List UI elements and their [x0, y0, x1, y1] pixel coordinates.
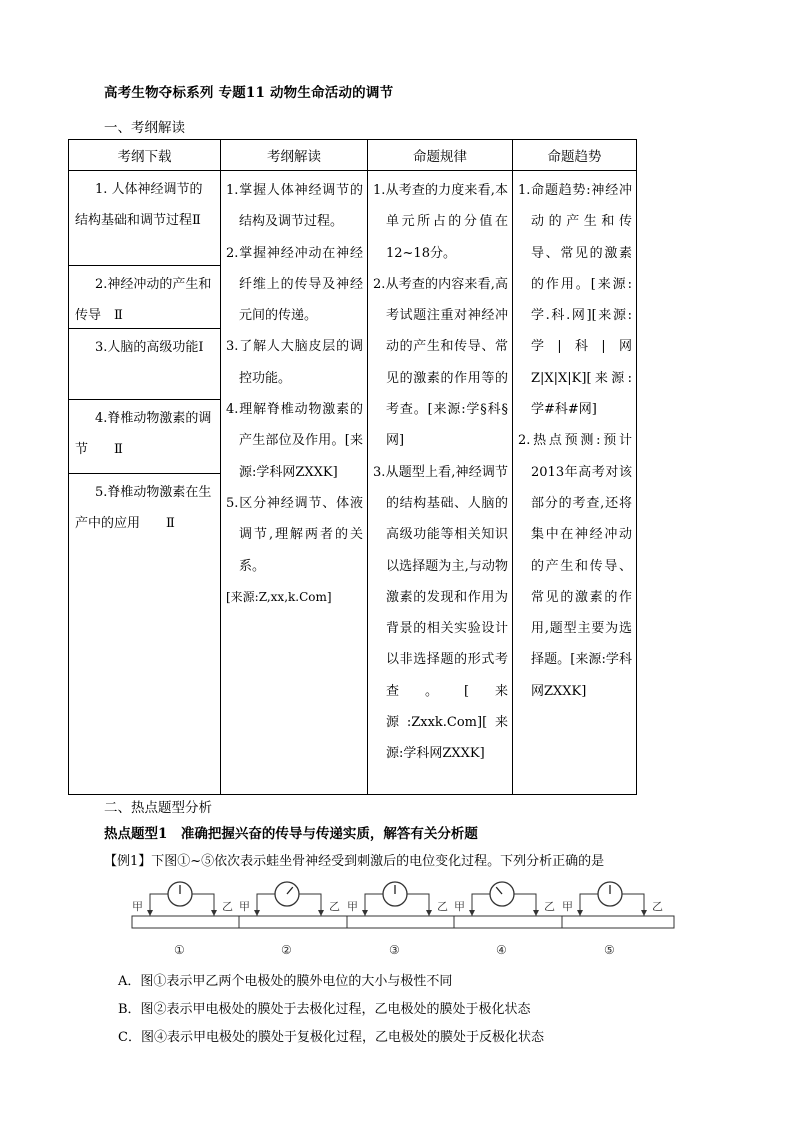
list-item: 2.掌握神经冲动在神经纤维上的传导及神经元间的传递。 [226, 245, 363, 324]
list-item: 4.脊椎动物激素的调节 Ⅱ [69, 400, 220, 474]
electrode-tip-right [533, 910, 539, 916]
hot-topic-heading: 热点题型1 准确把握兴奋的传导与传递实质，解答有关分析题 [104, 826, 478, 842]
nerve-fiber [454, 916, 566, 928]
electrode-wire-right [514, 894, 536, 916]
electrode-label-right: 乙 [222, 900, 233, 913]
list-item: 1.掌握人体神经调节的结构及调节过程。 [226, 183, 363, 230]
figure-caption: ③ [389, 943, 400, 957]
electrode-tip-left [362, 910, 368, 916]
electrode-wire-right [192, 894, 214, 916]
table-header: 考纲解读 [221, 140, 368, 171]
electrode-tip-right [641, 910, 647, 916]
table-header-row [69, 140, 637, 171]
electrode-label-right: 乙 [652, 900, 663, 913]
table-header: 考纲下载 [69, 140, 221, 171]
figure-caption: ⑤ [604, 943, 615, 957]
list-item: 4.理解脊椎动物激素的产生部位及作用。[来源:学科网ZXXK] [226, 402, 363, 480]
list-item: 3.从题型上看,神经调节的结构基础、人脑的高级功能等相关知识以选择题为主,与动物激素的发现和作用为背景的相关实验设计以非选择题的形式考查。[来源:Zxxk.Com][来源:学科网ZXXK] [373, 464, 508, 762]
option-a: A．图①表示甲乙两个电极处的膜外电位的大小与极性不同 [118, 974, 453, 989]
electrode-label-right: 乙 [329, 900, 340, 913]
potential-change-figure [130, 880, 670, 960]
electrode-tip-right [211, 910, 217, 916]
nerve-fiber [132, 916, 244, 928]
list-item: 1. 人体神经调节的结构基础和调节过程Ⅱ [69, 171, 220, 266]
exam-trend-cell [513, 171, 637, 795]
electrode-wire-left [150, 894, 168, 916]
electrode-wire-right [407, 894, 429, 916]
electrode-wire-left [580, 894, 598, 916]
electrode-tip-right [426, 910, 432, 916]
electrode-label-left: 甲 [132, 900, 143, 913]
electrode-label-left: 甲 [454, 900, 465, 913]
list-item: 1.命题趋势:神经冲动的产生和传导、常见的激素的作用。[来源:学.科.网][来源:学|科|网Z|X|X|K][来源:学#科#网] [518, 183, 632, 418]
figure-caption: ② [281, 943, 292, 957]
figure-caption: ④ [496, 943, 507, 957]
exam-pattern-cell [368, 171, 513, 795]
electrode-wire-right [299, 894, 321, 916]
page-title: 高考生物夺标系列 专题11 动物生命活动的调节 [104, 85, 394, 101]
galvanometer-svg [452, 880, 572, 960]
list-item: 3.了解人大脑皮层的调控功能。 [226, 339, 363, 386]
electrode-tip-left [577, 910, 583, 916]
galvanometer-diagram [130, 880, 250, 960]
electrode-label-left: 甲 [562, 900, 573, 913]
galvanometer-diagram [560, 880, 680, 960]
list-item: 2.神经冲动的产生和传导 Ⅱ [69, 266, 220, 329]
outline-interpretation-cell [221, 171, 368, 795]
galvanometer-svg [130, 880, 250, 960]
nerve-fiber [347, 916, 459, 928]
galvanometer-svg [560, 880, 680, 960]
source-note: [来源:Z,xx,k.Com] [226, 589, 332, 604]
list-item: 3.人脑的高级功能Ⅰ [69, 329, 220, 400]
electrode-wire-left [365, 894, 383, 916]
electrode-tip-right [318, 910, 324, 916]
electrode-tip-left [469, 910, 475, 916]
electrode-wire-left [257, 894, 275, 916]
electrode-label-left: 甲 [239, 900, 250, 913]
table-header: 命题趋势 [513, 140, 637, 171]
electrode-wire-right [622, 894, 644, 916]
galvanometer-diagram [237, 880, 357, 960]
list-item: 5.区分神经调节、体液调节,理解两者的关系。 [226, 495, 363, 574]
galvanometer-svg [237, 880, 357, 960]
table-row [69, 171, 637, 795]
figure-caption: ① [174, 943, 185, 957]
table-header: 命题规律 [368, 140, 513, 171]
list-item: 2.从考查的内容来看,高考试题注重对神经冲动的产生和传导、常见的激素的作用等的考查。[来源:学§科§网] [373, 276, 508, 449]
electrode-label-right: 乙 [544, 900, 555, 913]
section-heading-hot-topics: 二、热点题型分析 [104, 800, 212, 816]
electrode-tip-left [254, 910, 260, 916]
electrode-tip-left [147, 910, 153, 916]
electrode-label-right: 乙 [437, 900, 448, 913]
electrode-wire-left [472, 894, 490, 916]
outline-download-cell [69, 171, 221, 795]
section-heading-outline: 一、考纲解读 [104, 120, 185, 136]
option-b: B．图②表示甲电极处的膜处于去极化过程，乙电极处的膜处于极化状态 [118, 1002, 531, 1017]
galvanometer-diagram [345, 880, 465, 960]
galvanometer-diagram [452, 880, 572, 960]
list-item: 5.脊椎动物激素在生产中的应用 Ⅱ [75, 485, 212, 532]
nerve-fiber [239, 916, 351, 928]
option-c: C．图④表示甲电极处的膜处于复极化过程，乙电极处的膜处于反极化状态 [118, 1030, 544, 1045]
nerve-fiber [562, 916, 674, 928]
list-item: 1.从考查的力度来看,本单元所占的分值在12~18分。 [373, 183, 508, 261]
example-question: 【例1】下图①~⑤依次表示蛙坐骨神经受到刺激后的电位变化过程。下列分析正确的是 [104, 854, 605, 869]
outline-table [68, 139, 637, 795]
list-item: 2.热点预测:预计2013年高考对该部分的考查,还将集中在神经冲动的产生和传导、常见的激素的作用,题型主要为选择题。[来源:学科网ZXXK] [518, 433, 632, 699]
electrode-label-left: 甲 [347, 900, 358, 913]
galvanometer-svg [345, 880, 465, 960]
